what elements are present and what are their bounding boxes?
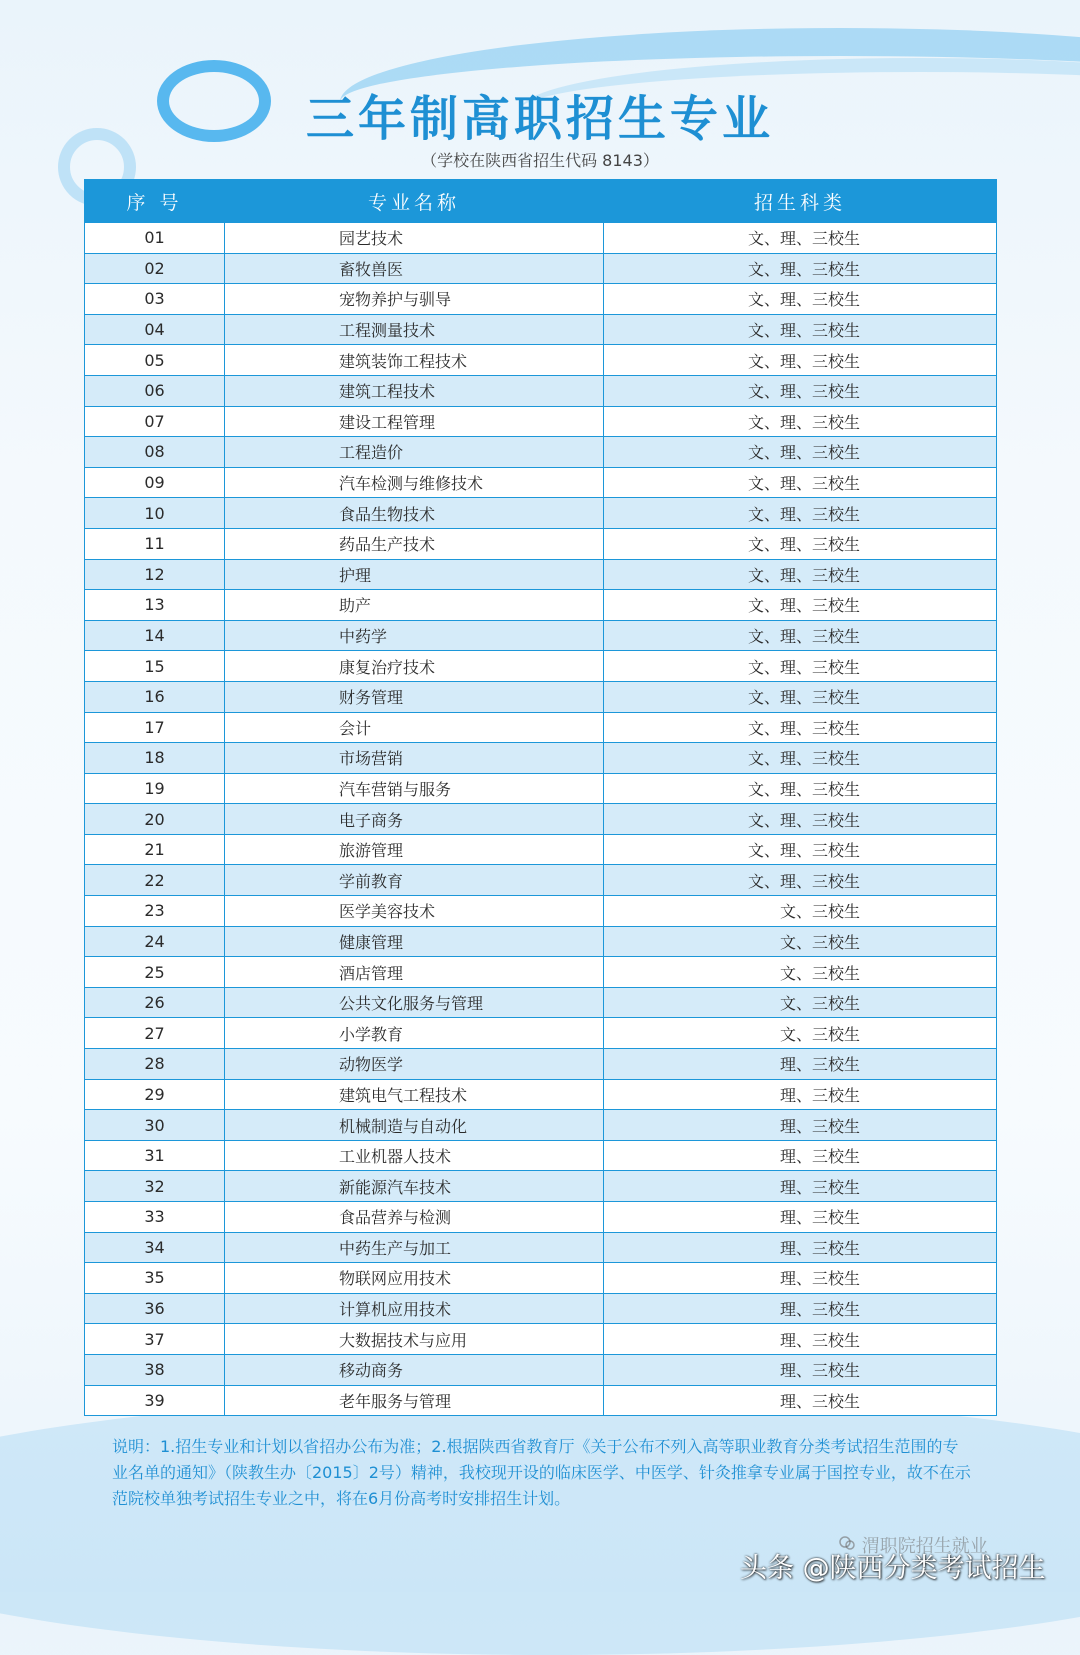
major-name: 汽车营销与服务 [225, 773, 604, 804]
category-cell [604, 957, 997, 988]
category-text: 文、三校生 [779, 932, 860, 952]
row-number: 08 [85, 437, 225, 468]
category-cell [604, 528, 997, 559]
row-number: 31 [85, 1140, 225, 1171]
category-cell [604, 590, 997, 621]
category-cell [604, 712, 997, 743]
category-text: 文、理、三校生 [747, 810, 860, 830]
category-text: 文、理、三校生 [747, 443, 860, 463]
major-name: 建筑工程技术 [225, 375, 604, 406]
category-cell [604, 1171, 997, 1202]
table-row [85, 1293, 997, 1324]
category-cell [604, 1385, 997, 1416]
table-row [85, 314, 997, 345]
table-row [85, 345, 997, 376]
row-number: 19 [85, 773, 225, 804]
table-row [85, 1079, 997, 1110]
category-text: 文、理、三校生 [747, 718, 860, 738]
table-row [85, 834, 997, 865]
major-name: 老年服务与管理 [225, 1385, 604, 1416]
table-row [85, 284, 997, 315]
category-text: 文、理、三校生 [747, 749, 860, 769]
category-text: 文、理、三校生 [747, 871, 860, 891]
row-number: 12 [85, 559, 225, 590]
category-text: 理、三校生 [779, 1391, 860, 1411]
major-name: 宠物养护与驯导 [225, 284, 604, 315]
table-row [85, 1232, 997, 1263]
major-name: 学前教育 [225, 865, 604, 896]
category-cell [604, 896, 997, 927]
row-number: 33 [85, 1202, 225, 1233]
category-cell [604, 498, 997, 529]
category-text: 理、三校生 [779, 1055, 860, 1075]
major-name: 园艺技术 [225, 223, 604, 254]
category-text: 文、理、三校生 [747, 504, 860, 524]
major-name: 酒店管理 [225, 957, 604, 988]
category-text: 文、理、三校生 [747, 351, 860, 371]
table-row [85, 1140, 997, 1171]
major-name: 物联网应用技术 [225, 1263, 604, 1294]
header-number: 序 号 [85, 180, 225, 223]
category-text: 文、三校生 [779, 994, 860, 1014]
category-cell [604, 804, 997, 835]
category-text: 理、三校生 [779, 1330, 860, 1350]
category-cell [604, 314, 997, 345]
table-row [85, 651, 997, 682]
row-number: 24 [85, 926, 225, 957]
category-text: 文、理、三校生 [747, 565, 860, 585]
row-number: 10 [85, 498, 225, 529]
row-number: 13 [85, 590, 225, 621]
table-row [85, 957, 997, 988]
row-number: 03 [85, 284, 225, 315]
row-number: 01 [85, 223, 225, 254]
category-text: 文、理、三校生 [747, 229, 860, 249]
row-number: 34 [85, 1232, 225, 1263]
table-row [85, 926, 997, 957]
category-text: 文、理、三校生 [747, 474, 860, 494]
row-number: 37 [85, 1324, 225, 1355]
category-cell [604, 406, 997, 437]
category-text: 理、三校生 [779, 1269, 860, 1289]
row-number: 04 [85, 314, 225, 345]
major-name: 工程造价 [225, 437, 604, 468]
table-row [85, 1018, 997, 1049]
row-number: 06 [85, 375, 225, 406]
table-row [85, 498, 997, 529]
major-name: 中药学 [225, 620, 604, 651]
table-row [85, 987, 997, 1018]
category-cell [604, 559, 997, 590]
row-number: 09 [85, 467, 225, 498]
table-row [85, 590, 997, 621]
category-text: 文、理、三校生 [747, 627, 860, 647]
row-number: 35 [85, 1263, 225, 1294]
major-name: 工业机器人技术 [225, 1140, 604, 1171]
major-name: 建筑电气工程技术 [225, 1079, 604, 1110]
row-number: 18 [85, 743, 225, 774]
row-number: 26 [85, 987, 225, 1018]
major-name: 机械制造与自动化 [225, 1110, 604, 1141]
category-text: 文、理、三校生 [747, 412, 860, 432]
category-text: 文、理、三校生 [747, 259, 860, 279]
category-cell [604, 681, 997, 712]
row-number: 36 [85, 1293, 225, 1324]
footnote: 说明：1.招生专业和计划以省招办公布为准；2.根据陕西省教育厅《关于公布不列入高等职业教育分类考试招生范围的专业名单的通知》（陕教生办〔2015〕2号）精神，我校现开设的临床医学、中医学、针灸推拿专业属于国控专业，故不在示范院校单独考试招生专业之中，将在6月份高考时安排招生计划。 [112, 1437, 971, 1508]
table-row [85, 1110, 997, 1141]
table-row [85, 712, 997, 743]
table-row [85, 1202, 997, 1233]
table-row [85, 804, 997, 835]
major-name: 助产 [225, 590, 604, 621]
row-number: 11 [85, 528, 225, 559]
major-name: 电子商务 [225, 804, 604, 835]
major-name: 食品生物技术 [225, 498, 604, 529]
table-row [85, 559, 997, 590]
category-cell [604, 926, 997, 957]
major-name: 畜牧兽医 [225, 253, 604, 284]
table-body [85, 223, 997, 1416]
row-number: 17 [85, 712, 225, 743]
row-number: 32 [85, 1171, 225, 1202]
table-row [85, 1385, 997, 1416]
category-text: 文、理、三校生 [747, 688, 860, 708]
major-name: 小学教育 [225, 1018, 604, 1049]
row-number: 38 [85, 1354, 225, 1385]
category-text: 文、理、三校生 [747, 290, 860, 310]
major-name: 会计 [225, 712, 604, 743]
category-cell [604, 1324, 997, 1355]
row-number: 25 [85, 957, 225, 988]
school-code-subtitle: （学校在陕西省招生代码 8143） [421, 151, 659, 170]
table-row [85, 865, 997, 896]
category-text: 文、理、三校生 [747, 657, 860, 677]
category-text: 理、三校生 [779, 1116, 860, 1136]
category-text: 理、三校生 [779, 1300, 860, 1320]
category-cell [604, 345, 997, 376]
category-cell [604, 834, 997, 865]
major-name: 医学美容技术 [225, 896, 604, 927]
major-name: 旅游管理 [225, 834, 604, 865]
category-cell [604, 284, 997, 315]
toutiao-watermark: 头条 @陕西分类考试招生 [740, 1553, 1046, 1584]
table-row [85, 528, 997, 559]
category-text: 文、三校生 [779, 963, 860, 983]
major-name: 建设工程管理 [225, 406, 604, 437]
row-number: 14 [85, 620, 225, 651]
category-cell [604, 620, 997, 651]
category-cell [604, 1140, 997, 1171]
category-text: 文、理、三校生 [747, 535, 860, 555]
table-row [85, 896, 997, 927]
category-text: 理、三校生 [779, 1085, 860, 1105]
category-text: 理、三校生 [779, 1208, 860, 1228]
row-number: 16 [85, 681, 225, 712]
category-cell [604, 743, 997, 774]
category-cell [604, 1232, 997, 1263]
major-name: 计算机应用技术 [225, 1293, 604, 1324]
major-name: 药品生产技术 [225, 528, 604, 559]
table-row [85, 406, 997, 437]
table-row [85, 253, 997, 284]
major-name: 公共文化服务与管理 [225, 987, 604, 1018]
table-row [85, 773, 997, 804]
row-number: 28 [85, 1049, 225, 1080]
table-row [85, 375, 997, 406]
category-text: 理、三校生 [779, 1177, 860, 1197]
row-number: 22 [85, 865, 225, 896]
row-number: 05 [85, 345, 225, 376]
category-text: 文、理、三校生 [747, 779, 860, 799]
major-name: 移动商务 [225, 1354, 604, 1385]
major-name: 汽车检测与维修技术 [225, 467, 604, 498]
row-number: 02 [85, 253, 225, 284]
row-number: 15 [85, 651, 225, 682]
category-cell [604, 987, 997, 1018]
category-text: 理、三校生 [779, 1147, 860, 1167]
category-cell [604, 467, 997, 498]
table-row [85, 620, 997, 651]
category-cell [604, 437, 997, 468]
header-category: 招生科类 [604, 180, 997, 223]
category-cell [604, 1354, 997, 1385]
table-row [85, 1324, 997, 1355]
category-text: 文、理、三校生 [747, 382, 860, 402]
table-row [85, 681, 997, 712]
row-number: 30 [85, 1110, 225, 1141]
header-major-name: 专业名称 [225, 180, 604, 223]
category-cell [604, 1293, 997, 1324]
major-name: 健康管理 [225, 926, 604, 957]
category-cell [604, 1110, 997, 1141]
major-name: 动物医学 [225, 1049, 604, 1080]
major-name: 工程测量技术 [225, 314, 604, 345]
major-name: 护理 [225, 559, 604, 590]
row-number: 39 [85, 1385, 225, 1416]
table-row [85, 1263, 997, 1294]
row-number: 23 [85, 896, 225, 927]
category-cell [604, 865, 997, 896]
table-row [85, 743, 997, 774]
category-text: 文、理、三校生 [747, 841, 860, 861]
table-row [85, 437, 997, 468]
category-cell [604, 223, 997, 254]
table-row [85, 223, 997, 254]
major-name: 大数据技术与应用 [225, 1324, 604, 1355]
category-text: 文、理、三校生 [747, 321, 860, 341]
category-cell [604, 253, 997, 284]
major-name: 财务管理 [225, 681, 604, 712]
category-text: 理、三校生 [779, 1361, 860, 1381]
table-row [85, 1354, 997, 1385]
category-cell [604, 375, 997, 406]
table-header-row [85, 180, 997, 223]
category-text: 文、理、三校生 [747, 596, 860, 616]
table-row [85, 1049, 997, 1080]
row-number: 20 [85, 804, 225, 835]
category-cell [604, 1079, 997, 1110]
row-number: 27 [85, 1018, 225, 1049]
category-cell [604, 1263, 997, 1294]
category-cell [604, 1202, 997, 1233]
wechat-watermark-text: 渭职院招生就业 [861, 1536, 988, 1557]
major-name: 建筑装饰工程技术 [225, 345, 604, 376]
majors-table [84, 179, 997, 1416]
row-number: 29 [85, 1079, 225, 1110]
major-name: 康复治疗技术 [225, 651, 604, 682]
table-row [85, 1171, 997, 1202]
major-name: 市场营销 [225, 743, 604, 774]
major-name: 中药生产与加工 [225, 1232, 604, 1263]
category-text: 文、三校生 [779, 1024, 860, 1044]
category-cell [604, 773, 997, 804]
category-cell [604, 1018, 997, 1049]
table-row [85, 467, 997, 498]
major-name: 食品营养与检测 [225, 1202, 604, 1233]
row-number: 21 [85, 834, 225, 865]
row-number: 07 [85, 406, 225, 437]
category-text: 理、三校生 [779, 1238, 860, 1258]
major-name: 新能源汽车技术 [225, 1171, 604, 1202]
category-cell [604, 1049, 997, 1080]
page-title: 三年制高职招生专业 [305, 91, 774, 147]
category-text: 文、三校生 [779, 902, 860, 922]
category-cell [604, 651, 997, 682]
